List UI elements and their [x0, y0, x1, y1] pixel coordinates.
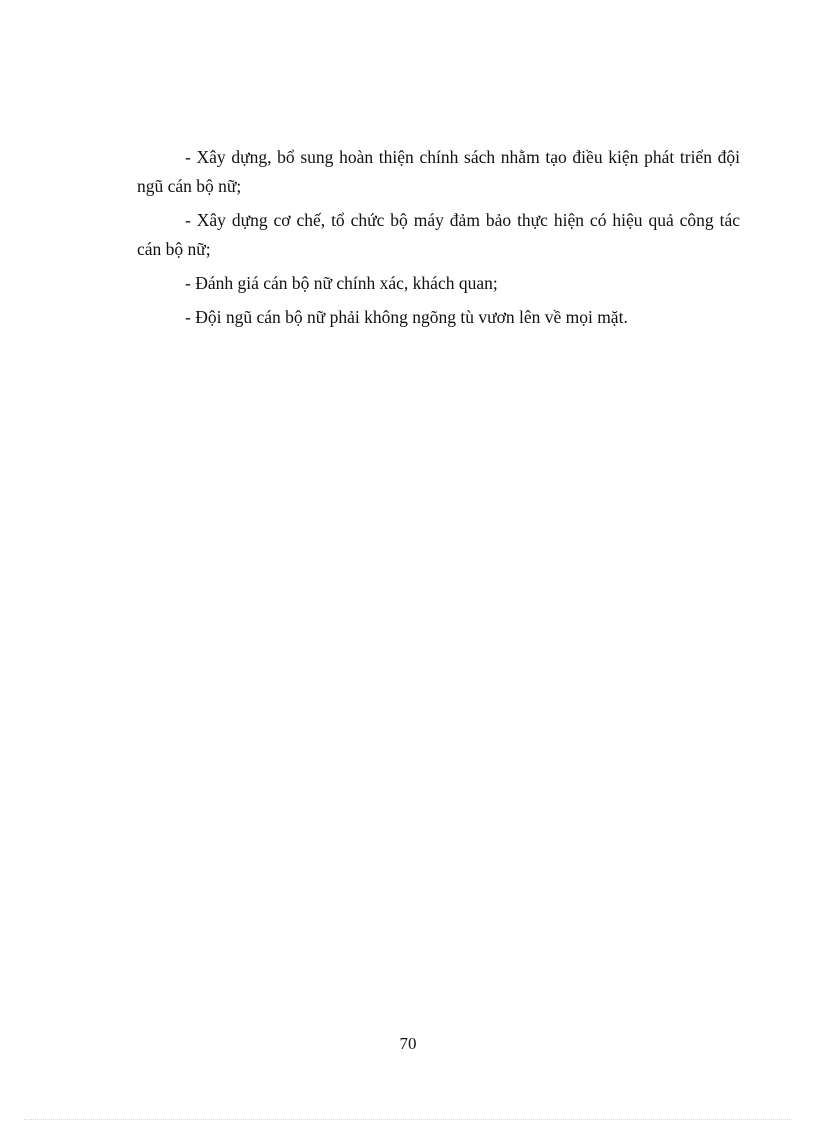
paragraph-evaluation: - Đánh giá cán bộ nữ chính xác, khách quan; — [185, 273, 498, 293]
paragraph-self-improvement: - Đội ngũ cán bộ nữ phải không ngõng tù vươn lên về mọi mặt. — [185, 307, 628, 327]
page-bottom-divider — [24, 1119, 792, 1120]
paragraph-policy: - Xây dựng, bổ sung hoàn thiện chính sách nhằm tạo điều kiện phát triển đội ngũ cán bộ nữ; — [137, 147, 740, 196]
page-number: 70 — [399, 1034, 417, 1053]
body-text — [137, 143, 740, 337]
paragraph-mechanism: - Xây dựng cơ chế, tổ chức bộ máy đảm bảo thực hiện có hiệu quả công tác cán bộ nữ; — [137, 210, 740, 259]
